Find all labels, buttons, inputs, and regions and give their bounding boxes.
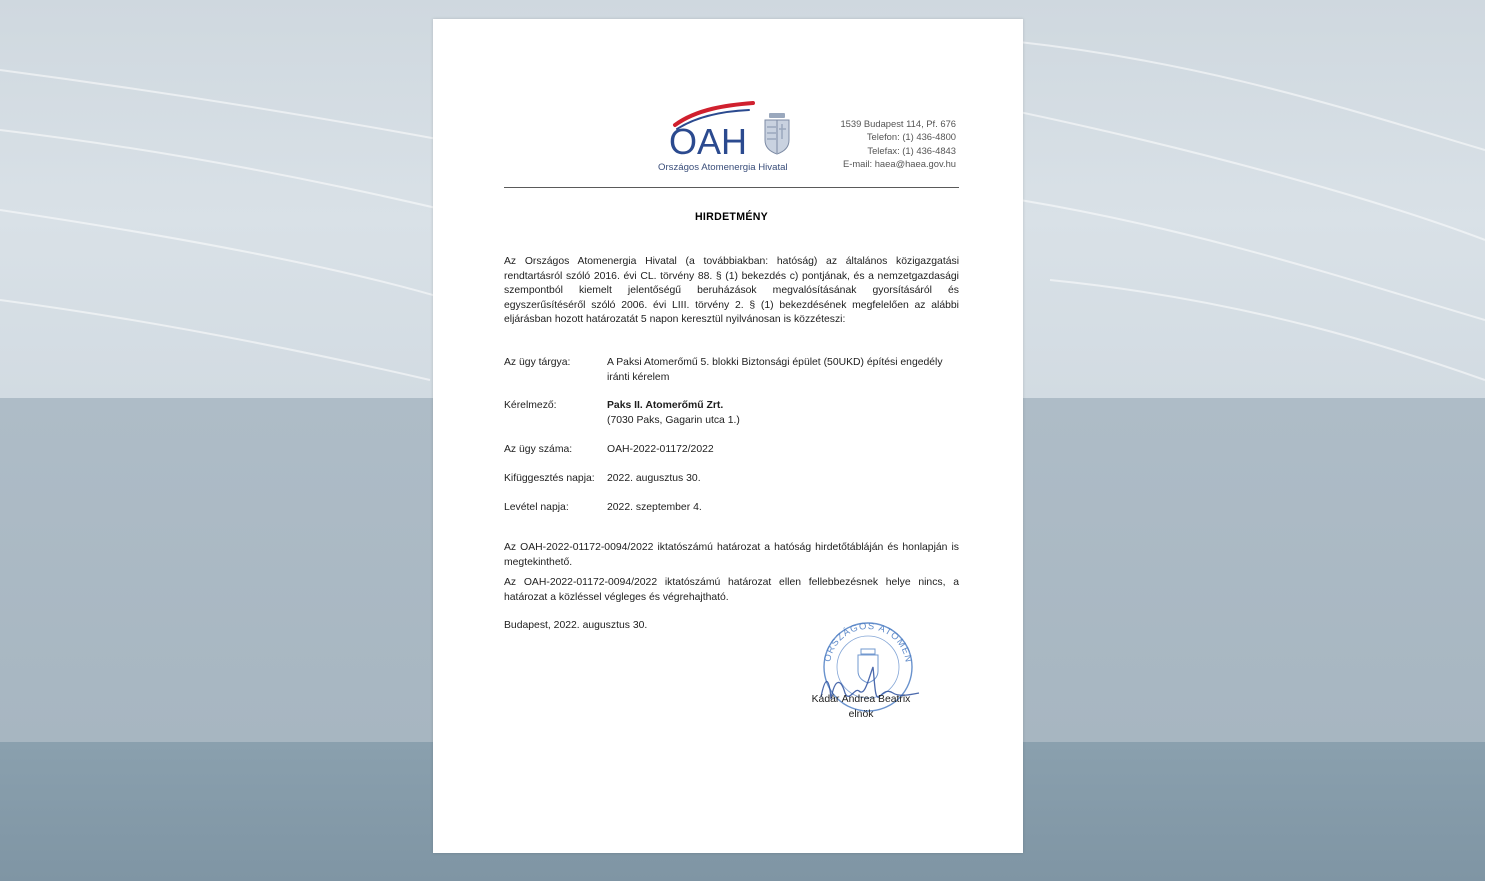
contact-block (824, 117, 956, 170)
appeal-paragraph: Az OAH-2022-01172-0094/2022 iktatószámú határozat ellen fellebbezésnek helye nincs, a határozat a közléssel végleges és végrehajtható. (504, 577, 959, 603)
signer-name: Kádár Andrea Beatrix (811, 694, 911, 705)
signer-title: elnök (848, 709, 874, 720)
document-title: HIRDETMÉNY (694, 211, 769, 223)
applicant-name: Paks II. Atomerőmű Zrt. (607, 400, 724, 411)
availability-paragraph: Az OAH-2022-01172-0094/2022 iktatószámú határozat a hatóság hirdetőtábláján és honlapján is megtekinthető. (504, 542, 959, 568)
svg-text:ORSZÁGOS ATOMENERGIA HIVATAL (813, 617, 914, 664)
applicant-address: (7030 Paks, Gagarin utca 1.) (607, 414, 740, 426)
contact-phone: Telefon: (1) 436-4800 (866, 131, 956, 143)
contact-email: E-mail: haea@haea.gov.hu (842, 157, 956, 169)
removal-date-value: 2022. szeptember 4. (607, 502, 702, 513)
document-page (433, 19, 1023, 853)
subject-value: A Paksi Atomerőmű 5. blokki Biztonsági épület (50UKD) építési engedély iránti kérelem (607, 357, 943, 383)
logo-letters: OAH (669, 121, 748, 162)
case-number-label: Az ügy száma: (504, 444, 573, 455)
removal-date-label: Levétel napja: (504, 502, 569, 513)
intro-paragraph: Az Országos Atomenergia Hivatal (a továbbiakban: hatóság) az általános közigazgatási rendtartásról szóló 2016. évi CL. törvény 88. § (1) bekezdés c) pontjának, és a nemzetgazdasági szempontból kiemelt jelentőségű beruházások megvalósításának gyorsításáról és egyszerűsítéséről szóló 2006. évi LIII. törvény 2. § (1) bekezdésének megfelelően az alábbi eljárásban hozott határozatát 5 napon keresztül nyilvánosan is közzéteszi: (504, 256, 959, 325)
logo-caption: Országos Atomenergia Hivatal (658, 162, 788, 173)
place-and-date: Budapest, 2022. augusztus 30. (504, 620, 648, 631)
case-number-value: OAH-2022-01172/2022 (607, 444, 714, 455)
applicant-label: Kérelmező: (504, 400, 557, 411)
contact-address: 1539 Budapest 114, Pf. 676 (840, 118, 956, 129)
stamp-coat-of-arms-icon (858, 649, 878, 683)
signer-block (793, 692, 929, 722)
posting-date-value: 2022. augusztus 30. (607, 473, 701, 484)
subject-label: Az ügy tárgya: (504, 357, 571, 368)
stamp-text: ORSZÁGOS ATOMEN (822, 620, 914, 664)
header-divider (504, 187, 959, 188)
hungarian-coat-of-arms-icon (765, 113, 789, 154)
posting-date-label: Kifüggesztés napja: (504, 473, 595, 484)
contact-fax: Telefax: (1) 436-4843 (867, 144, 956, 156)
